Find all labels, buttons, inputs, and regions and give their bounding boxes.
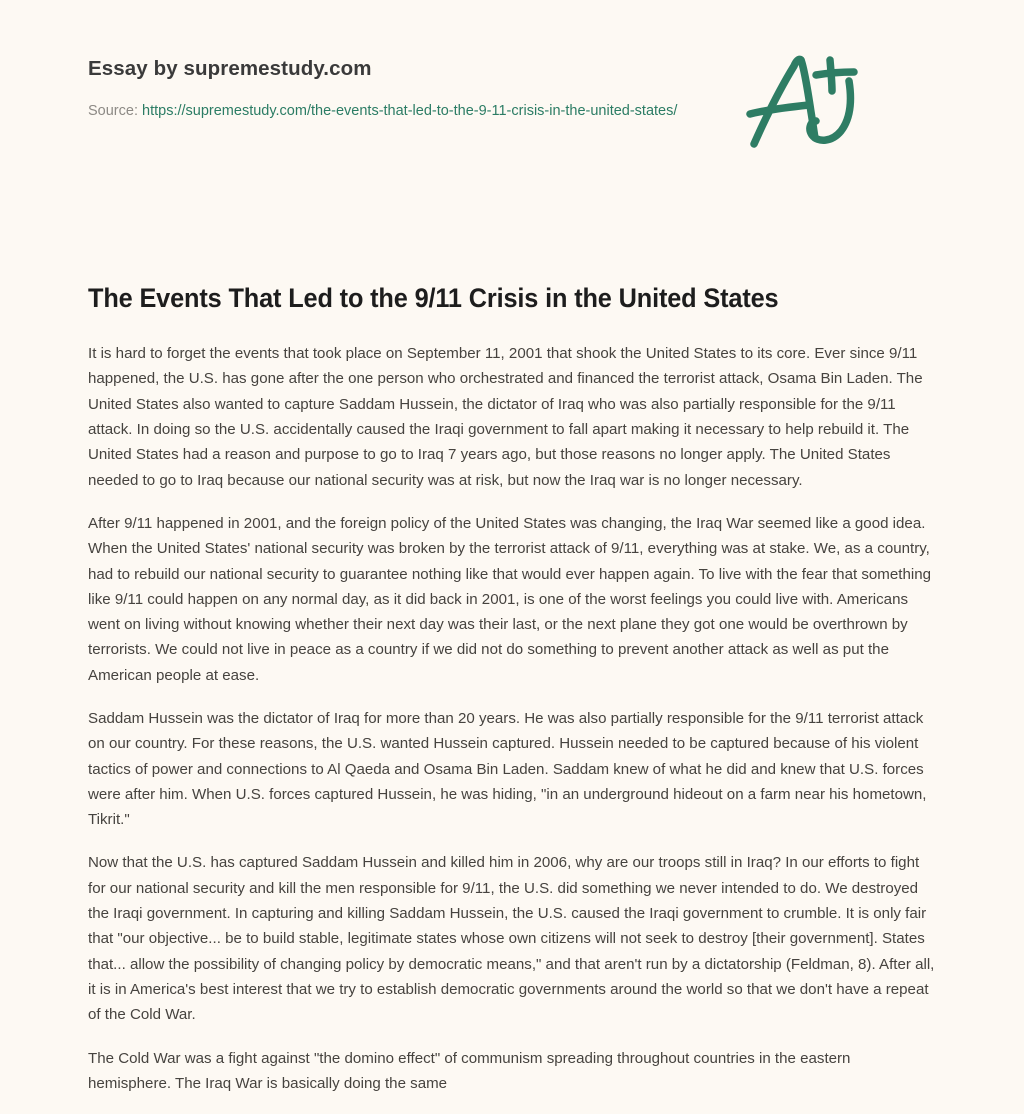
paragraph: Saddam Hussein was the dictator of Iraq for more than 20 years. He was also partially responsible for the 9/11 terrorist attack on our country. For these reasons, the U.S. wanted Hussein captured. Hussein needed to be captured because of his violent tactics of power and connections to Al Qaeda and Osama Bin Laden. Saddam knew of what he did and knew that U.S. forces were after him. When U.S. forces captured Hussein, he was hiding, "in an underground hideout on a farm near his hometown, Tikrit.": [88, 709, 927, 829]
source-label: Source:: [88, 102, 138, 119]
essay-byline: Essay by supremestudy.com: [88, 57, 372, 80]
page-header: [88, 0, 936, 184]
paragraph: It is hard to forget the events that took place on September 11, 2001 that shook the United States to its core. Ever since 9/11 happened, the U.S. has gone after the one person who orchestrated and financed the terrorist attack, Osama Bin Laden. The United States also wanted to capture Saddam Hussein, the dictator of Iraq who was also partially responsible for the 9/11 attack. In doing so the U.S. accidentally caused the Iraqi government to fall apart making it necessary to help rebuild it. The United States had a reason and purpose to go to Iraq 7 years ago, but those reasons no longer apply. The United States needed to go to Iraq because our national security was at risk, but now the Iraq war is no longer necessary.: [88, 345, 923, 489]
source-line: [88, 100, 728, 123]
a-plus-logo: [738, 48, 870, 152]
page-title: The Events That Led to the 9/11 Crisis in the United States: [88, 283, 779, 313]
article-body: [88, 315, 936, 1096]
paragraph: After 9/11 happened in 2001, and the foreign policy of the United States was changing, the Iraq War seemed like a good idea. When the United States' national security was broken by the terrorist attack of 9/11, everything was at stake. We, as a country, had to rebuild our national security to guarantee nothing like that would ever happen again. To live with the fear that something like 9/11 could happen on any normal day, as it did back in 2001, is one of the worst feelings you could live with. Americans went on living without knowing whether their next day was their last, or the next plane they got one would be overthrown by terrorists. We could not live in peace as a country if we did not do something to prevent another attack as well as put the American people at ease.: [88, 514, 932, 684]
paragraph: Now that the U.S. has captured Saddam Hussein and killed him in 2006, why are our troops still in Iraq? In our efforts to fight for our national security and kill the men responsible for 9/11, the U.S. did something we never intended to do. We destroyed the Iraqi government. In capturing and killing Saddam Hussein, the U.S. caused the Iraqi government to crumble. It is only fair that "our objective... be to build stable, legitimate states whose own citizens will not seek to destroy [their government]. States that... allow the possibility of changing policy by democratic means," and that aren't run by a dictatorship (Feldman, 8). After all, it is in America's best interest that we try to establish democratic governments around the world so that we don't have a repeat of the Cold War.: [88, 854, 935, 1024]
paragraph: The Cold War was a fight against "the domino effect" of communism spreading throughout countries in the eastern hemisphere. The Iraq War is basically doing the same: [88, 1049, 851, 1092]
source-url-link[interactable]: https://supremestudy.com/the-events-that-led-to-the-9-11-crisis-in-the-united-states/: [142, 102, 678, 119]
a-plus-logo-icon: [738, 48, 870, 152]
